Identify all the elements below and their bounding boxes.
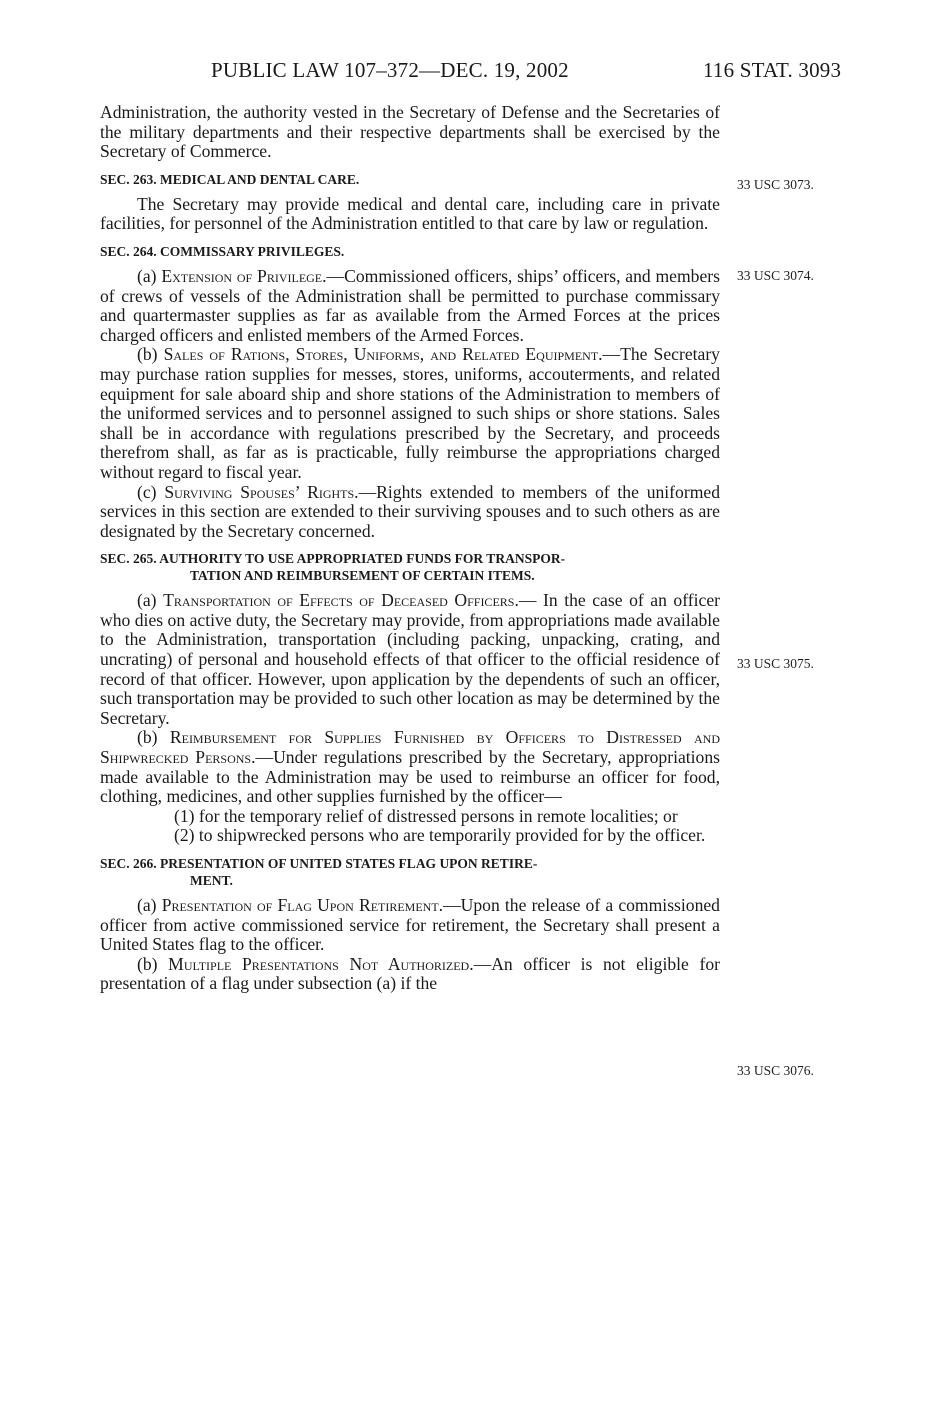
margin-citation-266: 33 USC 3076. <box>737 1063 814 1078</box>
section-265-paragraph-2: (2) to shipwrecked persons who are temporarily provided for by the officer. <box>174 825 706 846</box>
running-header-page-number: 116 STAT. 3093 <box>703 58 842 82</box>
section-264-subsection-c: (c) Surviving Spouses’ Rights.—Rights extended to members of the uniformed services in this section are extended to their surviving spouses and to such others as are designated by the Secretary concerned. <box>100 481 720 541</box>
section-265-subsection-a: (a) Transportation of Effects of Deceased Officers.— In the case of an officer who dies on active duty, the Secretary may provide, from appropriations made available to the Administration, transportation (including packing, unpacking, crating, and uncrating) of personal and household effects of that officer to the official residence of record of that officer. However, upon application by the dependents of such an officer, such transportation may be provided to such other location as may be determined by the Secretary. <box>100 590 720 728</box>
section-263-heading: SEC. 263. MEDICAL AND DENTAL CARE. <box>100 171 360 187</box>
subsection-title: Multiple Presentations Not Authorized. <box>168 953 474 974</box>
section-264-heading: SEC. 264. COMMISSARY PRIVILEGES. <box>100 243 345 259</box>
subsection-title: Presentation of Flag Upon Retirement. <box>161 895 444 915</box>
section-264-subsection-b: (b) Sales of Rations, Stores, Uniforms, and Related Equipment.—The Secretary may purchase ration supplies for messes, stores, uniforms, accouterments, and related equipment for sale aboard ship and shore stations of the Administration to members of the uniformed services and to personnel assigned to such ships or shore stations. Sales shall be in accordance with regulations prescribed by the Secretary, and proceeds therefrom shall, as far as is practicable, fully reimburse the appropriations charged without regard to fiscal year. <box>100 344 720 482</box>
margin-citation-263: 33 USC 3073. <box>737 177 814 192</box>
subsection-title: Transportation of Effects of Deceased Officers. <box>163 590 519 611</box>
subsection-title: Surviving Spouses’ Rights. <box>164 481 359 502</box>
margin-citation-265: 33 USC 3075. <box>737 656 814 671</box>
section-265-paragraph-1: (1) for the temporary relief of distressed persons in remote localities; or <box>174 805 678 826</box>
section-264-subsection-a: (a) Extension of Privilege.—Commissioned officers, ships’ officers, and members of crews of vessels of the Administration shall be permitted to purchase commissary and quartermaster supplies as far as available from the Armed Forces at the prices charged officers and enlisted members of the Armed Forces. <box>100 265 720 345</box>
margin-citation-264: 33 USC 3074. <box>737 268 814 283</box>
section-266-subsection-a: (a) Presentation of Flag Upon Retirement.—Upon the release of a commissioned officer from active commissioned service for retirement, the Secretary shall present a United States flag to the officer. <box>100 895 720 955</box>
subsection-title: Sales of Rations, Stores, Uniforms, and Related Equipment. <box>163 344 603 365</box>
section-266-heading: SEC. 266. PRESENTATION OF UNITED STATES FLAG UPON RETIRE- MENT. <box>100 856 538 888</box>
subsection-title: Extension of Privilege. <box>161 265 327 286</box>
section-265-subsection-b: (b) Reimbursement for Supplies Furnished by Officers to Distressed and Shipwrecked Persons.—Under regulations prescribed by the Secretary, appropriations made available to the Administration may be used to reimburse an officer for food, clothing, medicines, and other supplies furnished by the officer— <box>100 727 720 807</box>
section-266-subsection-b: (b) Multiple Presentations Not Authorized.—An officer is not eligible for presentation of a flag under subsection (a) if the <box>100 953 720 994</box>
section-263-text: The Secretary may provide medical and dental care, including care in private facilities, for personnel of the Administration entitled to that care by law or regulation. <box>100 193 720 234</box>
section-265-heading: SEC. 265. AUTHORITY TO USE APPROPRIATED FUNDS FOR TRANSPOR- TATION AND REIMBURSEMENT OF CERTAIN ITEMS. <box>100 551 566 584</box>
body-text-column <box>100 103 720 994</box>
intro-paragraph: Administration, the authority vested in the Secretary of Defense and the Secretaries of the military departments and their respective departments shall be exercised by the Secretary of Commerce. <box>100 102 720 162</box>
subsection-title: Reimbursement for Supplies Furnished by Officers to Distressed and Shipwrecked Persons. <box>100 727 720 768</box>
running-header-title: PUBLIC LAW 107–372—DEC. 19, 2002 <box>211 58 569 82</box>
